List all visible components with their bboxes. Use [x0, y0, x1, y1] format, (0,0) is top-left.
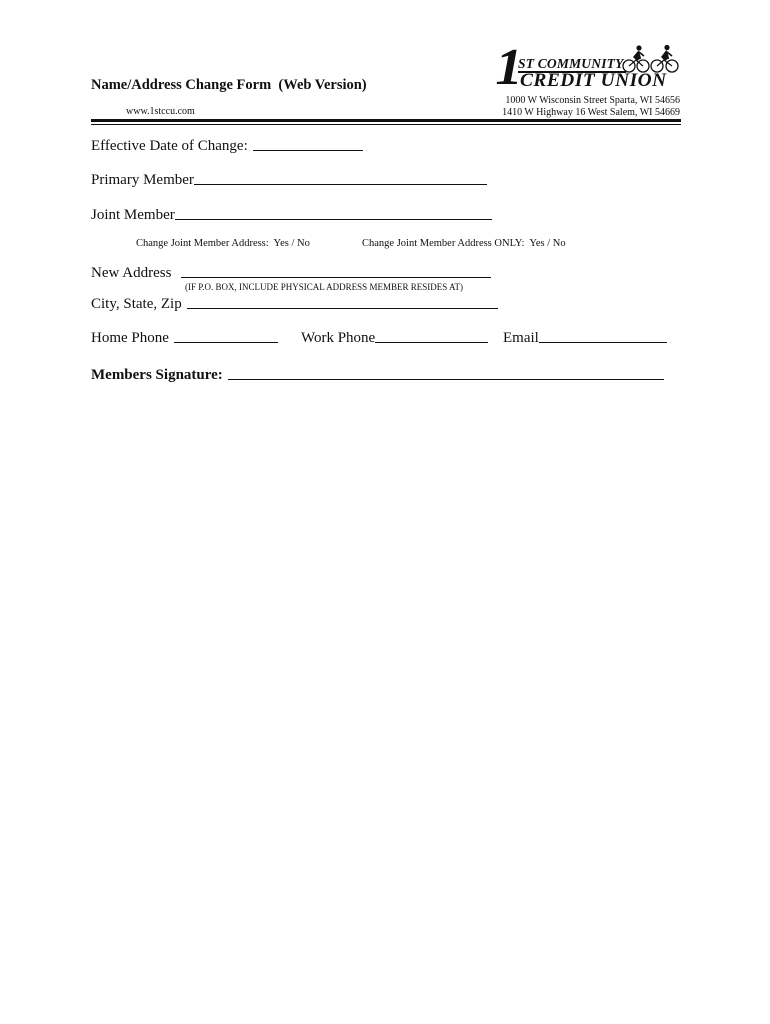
work-phone-field — [301, 330, 488, 347]
header-divider-thick — [91, 119, 681, 122]
branch-address-sparta: 1000 W Wisconsin Street Sparta, WI 54656 — [505, 95, 680, 106]
city-state-zip-label: City, State, Zip — [91, 296, 182, 312]
home-phone-input[interactable] — [174, 341, 278, 343]
city-state-zip-field — [91, 296, 498, 313]
effective-date-label: Effective Date of Change: — [91, 138, 248, 154]
email-field — [503, 330, 667, 347]
website-link[interactable]: www.1stccu.com — [126, 106, 195, 117]
effective-date-input[interactable] — [253, 149, 363, 151]
work-phone-label: Work Phone — [301, 330, 376, 346]
email-input[interactable] — [539, 341, 667, 343]
po-box-note: (IF P.O. BOX, INCLUDE PHYSICAL ADDRESS MEMBER RESIDES AT) — [185, 282, 463, 292]
branch-address-west-salem: 1410 W Highway 16 West Salem, WI 54669 — [502, 107, 680, 118]
primary-member-field — [91, 172, 487, 189]
form-title: Name/Address Change Form (Web Version) — [91, 77, 367, 93]
change-joint-address-question[interactable]: Change Joint Member Address: Yes / No — [136, 238, 310, 249]
new-address-label: New Address — [91, 265, 172, 281]
change-joint-address-only-question[interactable]: Change Joint Member Address ONLY: Yes / No — [362, 238, 566, 249]
primary-member-label: Primary Member — [91, 172, 194, 188]
signature-input[interactable] — [228, 378, 664, 380]
signature-label: Members Signature: — [91, 367, 223, 383]
new-address-field — [91, 265, 491, 282]
logo-line-community: ST COMMUNITY — [518, 56, 624, 71]
cyclists-icon — [619, 44, 683, 74]
new-address-input[interactable] — [181, 276, 491, 278]
effective-date-field — [91, 138, 363, 155]
joint-member-input[interactable] — [175, 218, 492, 220]
home-phone-label: Home Phone — [91, 330, 169, 346]
email-label: Email — [503, 330, 539, 346]
header-divider-thin — [91, 124, 681, 125]
logo-numeral: 1 — [495, 39, 521, 96]
home-phone-field — [91, 330, 278, 347]
city-state-zip-input[interactable] — [187, 307, 498, 309]
logo-line-credit-union: CREDIT UNION — [520, 70, 667, 91]
credit-union-logo — [495, 39, 684, 96]
primary-member-input[interactable] — [194, 183, 487, 185]
signature-field — [91, 367, 664, 384]
work-phone-input[interactable] — [375, 341, 488, 343]
joint-member-label: Joint Member — [91, 207, 175, 223]
joint-member-field — [91, 207, 492, 224]
